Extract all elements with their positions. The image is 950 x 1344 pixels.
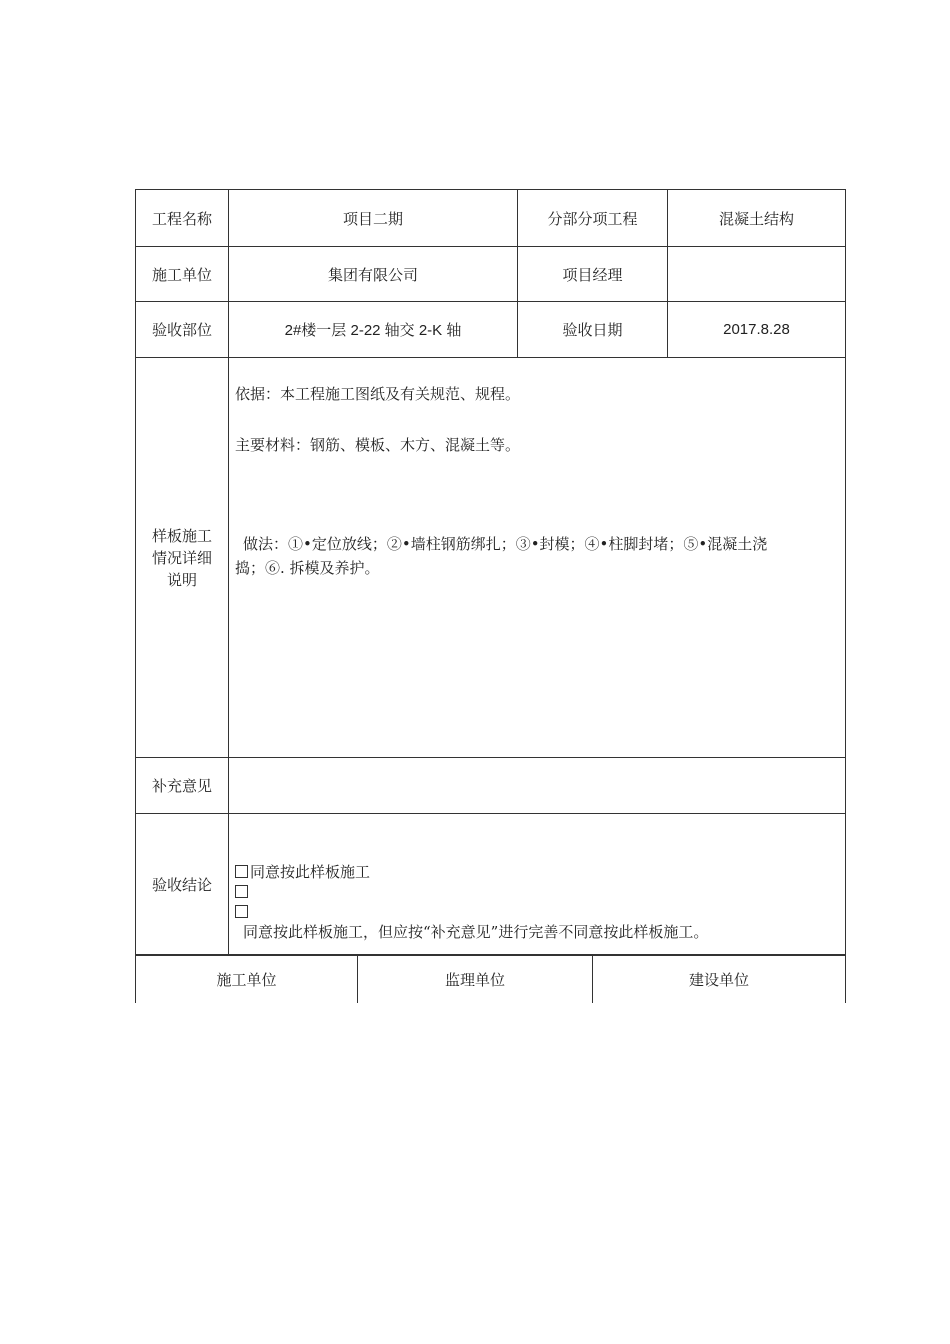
detail-basis: 依据：本工程施工图纸及有关规范、规程。 <box>235 385 521 403</box>
detail-label-line2: 情况详细 <box>151 548 212 567</box>
form-row-detail <box>136 358 846 758</box>
acceptance-form <box>135 189 845 1003</box>
form-row-conclusion <box>136 814 846 955</box>
detail-label-line1: 样板施工 <box>151 526 212 545</box>
conclusion-label: 验收结论 <box>136 814 229 955</box>
detail-method-line1: 做法：①•定位放线；②•墙柱钢筋绑扎；③•封模；④•柱脚封堵；⑤•混凝土浇 <box>243 535 768 553</box>
conclusion-option-approve-label: 同意按此样板施工 <box>250 863 371 881</box>
detail-label <box>136 358 229 758</box>
date-value: 2017.8.28 <box>668 302 846 358</box>
location-value: 2#楼一层 2-22 轴交 2-K 轴 <box>229 302 518 358</box>
conclusion-option-approve[interactable] <box>235 862 839 882</box>
date-label: 验收日期 <box>518 302 668 358</box>
conclusion-option-conditional[interactable] <box>235 882 839 902</box>
conclusion-option-reject[interactable] <box>235 902 839 922</box>
subdivision-label: 分部分项工程 <box>518 190 668 247</box>
signature-owner: 建设单位 <box>593 956 846 1004</box>
form-row-contractor <box>136 247 846 302</box>
project-name-label: 工程名称 <box>136 190 229 247</box>
manager-value <box>668 247 846 302</box>
subdivision-value: 混凝土结构 <box>668 190 846 247</box>
detail-content <box>229 358 846 758</box>
manager-label: 项目经理 <box>518 247 668 302</box>
contractor-label: 施工单位 <box>136 247 229 302</box>
location-label: 验收部位 <box>136 302 229 358</box>
detail-method-line2: 捣；⑥. 拆模及养护。 <box>235 559 380 577</box>
form-row-supplement <box>136 758 846 814</box>
form-row-project <box>136 190 846 247</box>
detail-materials: 主要材料：钢筋、模板、木方、混凝土等。 <box>235 436 521 454</box>
checkbox-approve[interactable] <box>235 865 248 878</box>
signature-contractor: 施工单位 <box>136 956 358 1004</box>
signature-supervisor: 监理单位 <box>358 956 593 1004</box>
conclusion-content <box>229 814 846 955</box>
checkbox-conditional[interactable] <box>235 885 248 898</box>
supplement-value <box>229 758 846 814</box>
checkbox-reject[interactable] <box>235 905 248 918</box>
signature-table <box>135 955 846 1003</box>
signature-row <box>136 956 846 1004</box>
project-name-value: 项目二期 <box>229 190 518 247</box>
form-table <box>135 189 846 955</box>
detail-label-line3: 说明 <box>166 570 197 589</box>
form-row-location <box>136 302 846 358</box>
contractor-value: 集团有限公司 <box>229 247 518 302</box>
supplement-label: 补充意见 <box>136 758 229 814</box>
conclusion-options-text: 同意按此样板施工，但应按“补充意见”进行完善不同意按此样板施工。 <box>243 923 709 941</box>
